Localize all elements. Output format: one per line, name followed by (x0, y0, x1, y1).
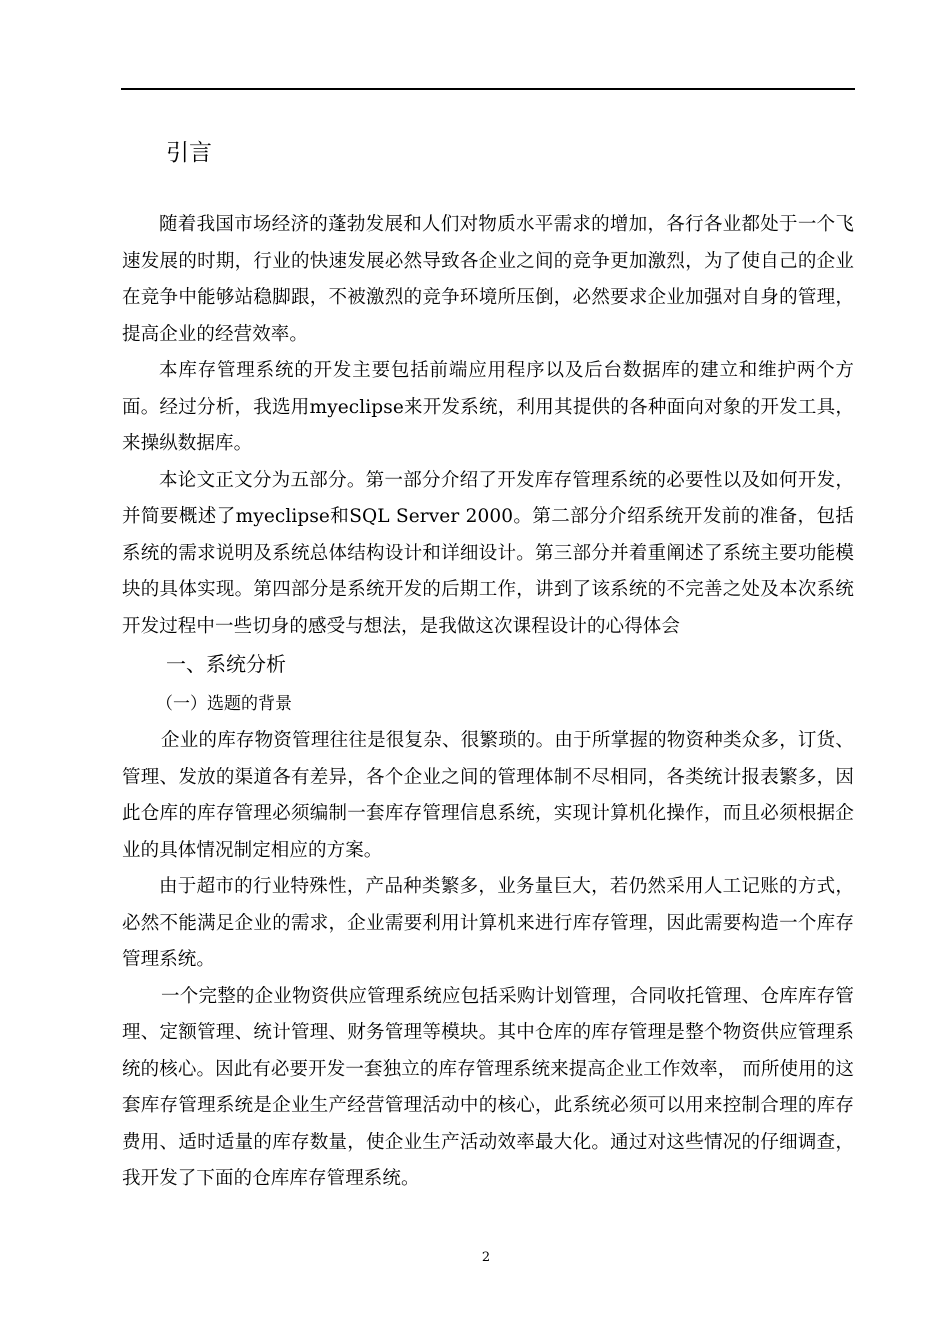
subsection-heading: （一）选题的背景 (156, 694, 292, 714)
intro-heading: 引言 (166, 140, 212, 166)
intro-paragraph-2: 本库存管理系统的开发主要包括前端应用程序以及后台数据库的建立和维护两个方面。经过分析，我选用myeclipse来开发系统，利用其提供的各种面向对象的开发工具，来操纵数据库。 (122, 360, 854, 454)
page-number: 2 (481, 1250, 491, 1265)
background-paragraph-2: 由于超市的行业特殊性，产品种类繁多，业务量巨大，若仍然采用人工记账的方式，必然不能满足企业的需求，企业需要利用计算机来进行库存管理，因此需要构造一个库存管理系统。 (122, 876, 854, 970)
page-body (122, 133, 854, 1198)
background-paragraph-1: 企业的库存物资管理往往是很复杂、很繁琐的。由于所掌握的物资种类众多，订货、管理、发放的渠道各有差异，各个企业之间的管理体制不尽相同，各类统计报表繁多，因此仓库的库存管理必须编制一套库存管理信息系统，实现计算机化操作，而且必须根据企业的具体情况制定相应的方案。 (122, 730, 854, 861)
background-paragraph-3: 一个完整的企业物资供应管理系统应包括采购计划管理，合同收托管理、仓库库存管理、定额管理、统计管理、财务管理等模块。其中仓库的库存管理是整个物资供应管理系统的核心。因此有必要开发一套独立的库存管理系统来提高企业工作效率， 而所使用的这套库存管理系统是企业生产经营管理活动中的核心，此系统必须可以用来控制合理的库存费用、适时适量的库存数量，使企业生产活动效率最大化。通过对这些情况的仔细调查，我开发了下面的仓库库存管理系统。 (122, 985, 854, 1189)
intro-paragraph-1: 随着我国市场经济的蓬勃发展和人们对物质水平需求的增加，各行各业都处于一个飞速发展的时期，行业的快速发展必然导致各企业之间的竞争更加激烈，为了使自己的企业在竞争中能够站稳脚跟，不被激烈的竞争环境所压倒，必然要求企业加强对自身的管理，提高企业的经营效率。 (122, 214, 854, 345)
section-heading: 一、系统分析 (166, 652, 286, 676)
header-rule (121, 88, 855, 90)
intro-paragraph-3: 本论文正文分为五部分。第一部分介绍了开发库存管理系统的必要性以及如何开发，并简要概述了myeclipse和SQL Server 2000。第二部分介绍系统开发前的准备，包括系统的需求说明及系统总体结构设计和详细设计。第三部分并着重阐述了系统主要功能模块的具体实现。第四部分是系统开发的后期工作，讲到了该系统的不完善之处及本次系统开发过程中一些切身的感受与想法，是我做这次课程设计的心得体会 (122, 469, 854, 637)
